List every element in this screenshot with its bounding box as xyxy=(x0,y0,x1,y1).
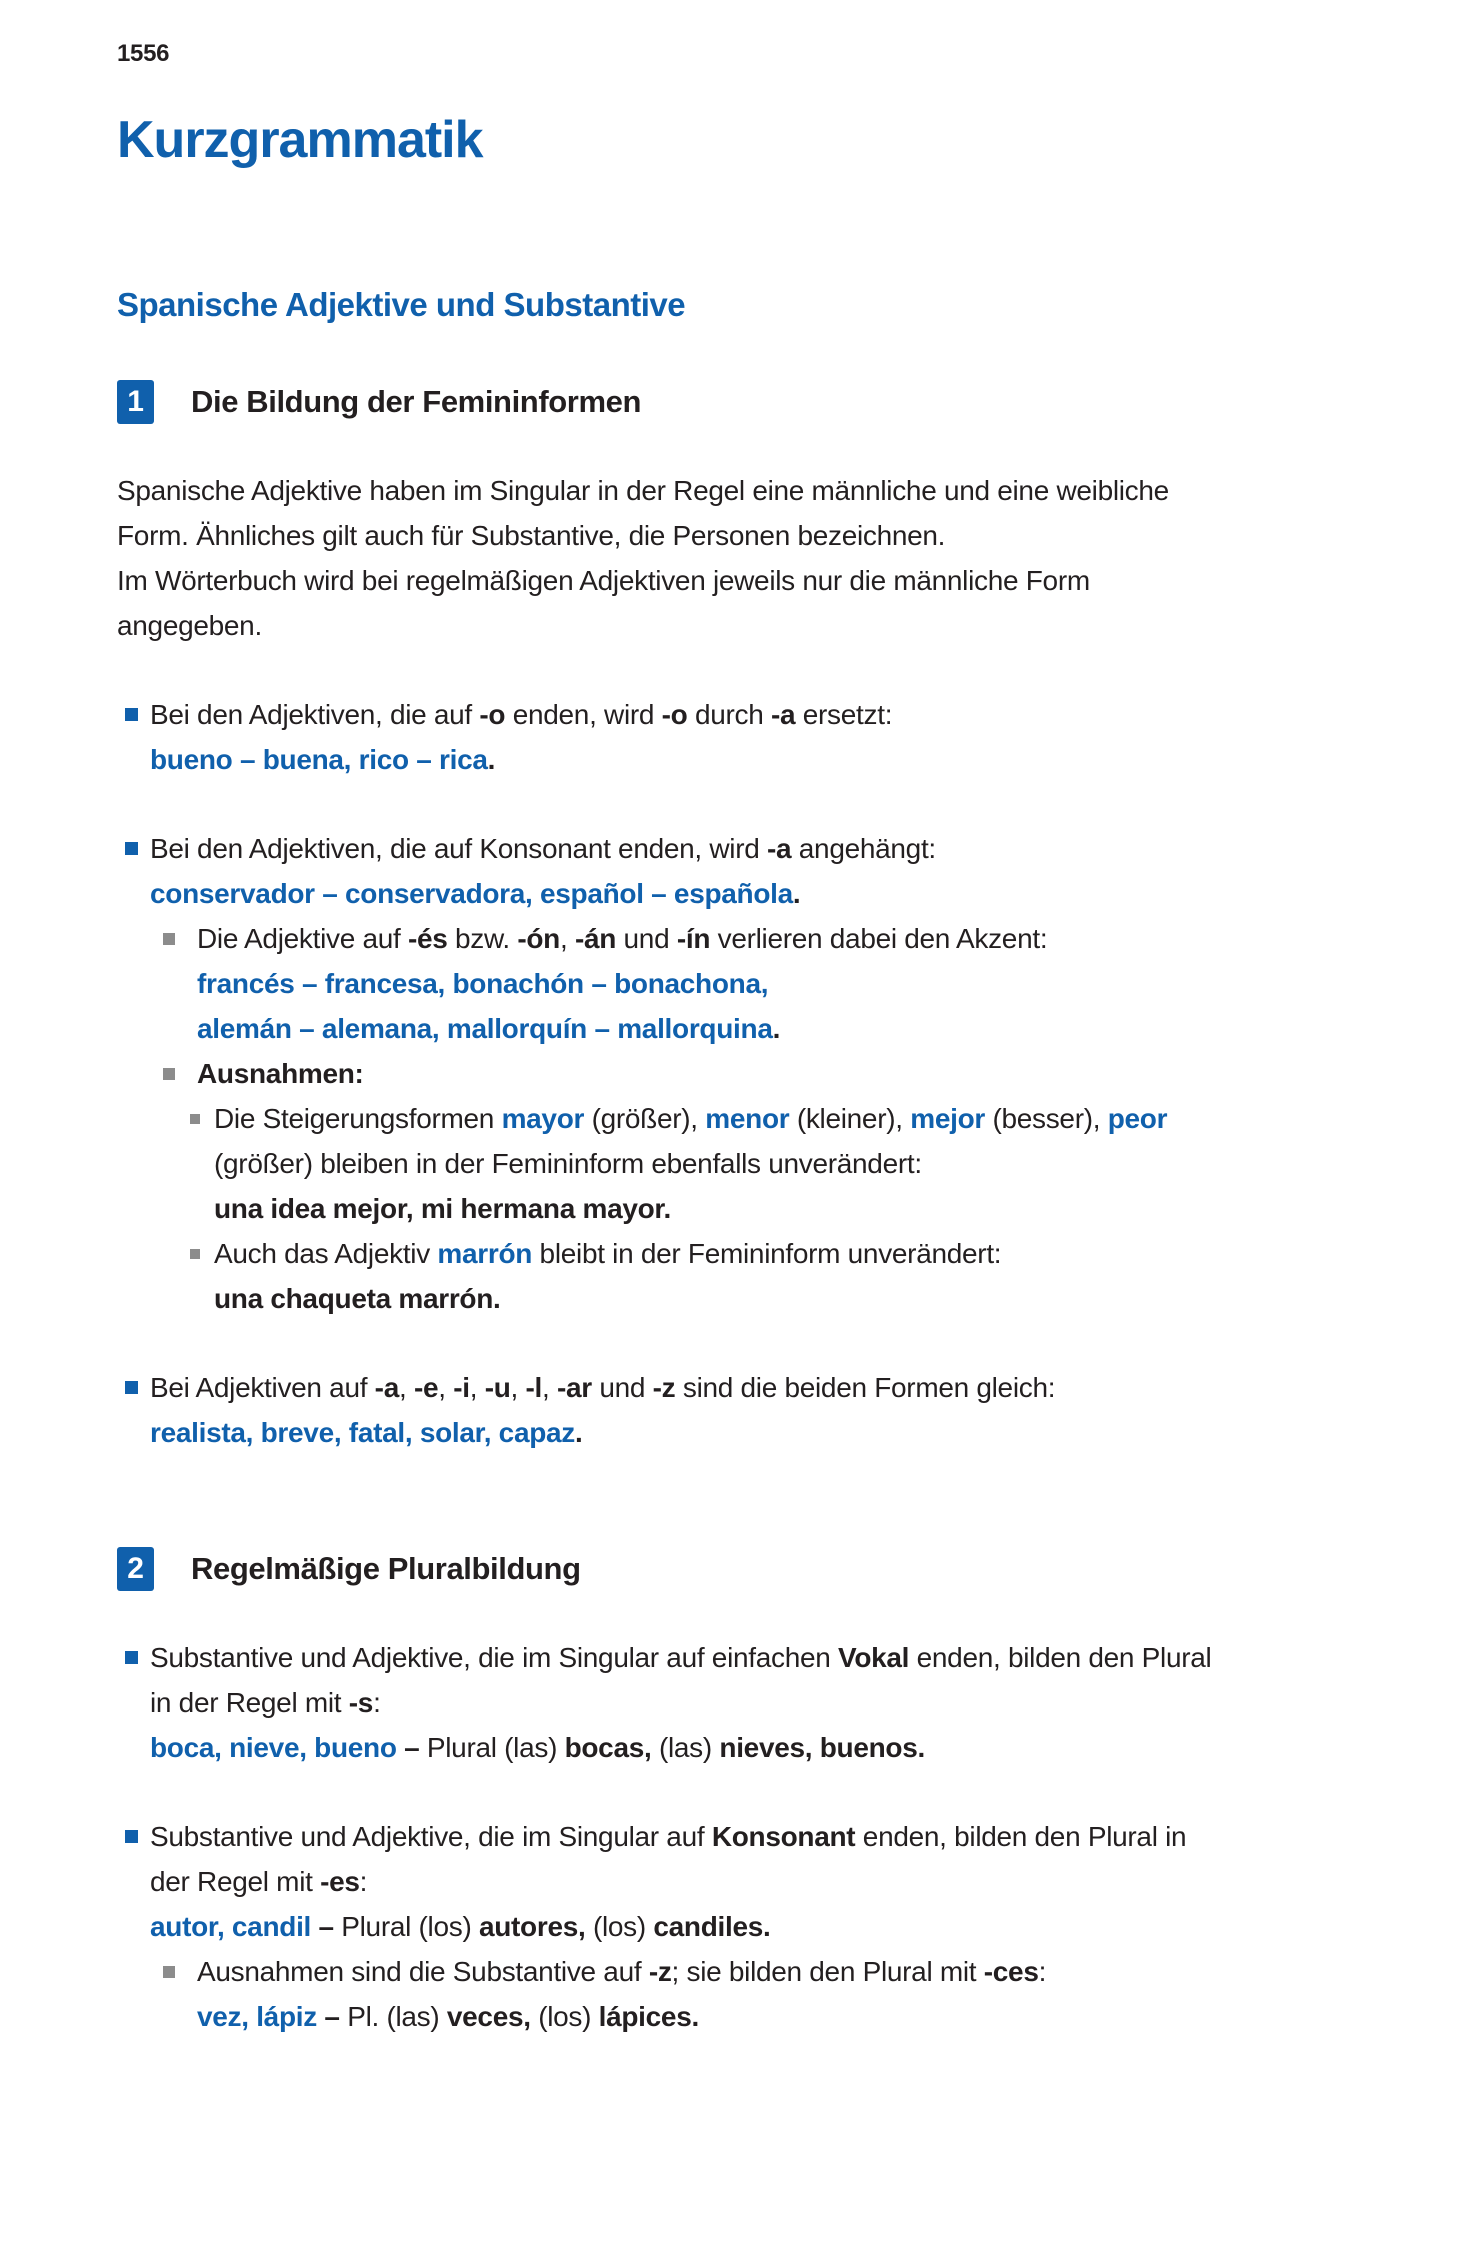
text-run: der Regel mit xyxy=(150,1866,321,1897)
bullet-square-icon xyxy=(125,1651,138,1664)
section-title: Die Bildung der Femininformen xyxy=(191,384,641,419)
bullet-content xyxy=(150,826,936,916)
text-run: (los) xyxy=(585,1911,654,1942)
text-line xyxy=(150,826,936,871)
text-run: Spanische Adjektive haben im Singular in der Regel eine männliche und eine weibliche xyxy=(117,475,1169,506)
text-run: (größer), xyxy=(584,1103,706,1134)
text-run: , xyxy=(542,1372,557,1403)
text-run: Bei den Adjektiven, die auf xyxy=(150,699,480,730)
text-line xyxy=(214,1141,1167,1186)
bullet-content xyxy=(150,1365,1055,1455)
bullet-square-icon xyxy=(190,1249,200,1259)
text-run: -ces xyxy=(983,1956,1039,1987)
text-run: Plural (las) xyxy=(426,1732,565,1763)
text-run: : xyxy=(359,1866,368,1897)
text-line xyxy=(214,1096,1167,1141)
bullet-content xyxy=(150,1635,1211,1770)
text-run: ersetzt: xyxy=(795,699,893,730)
text-line xyxy=(117,603,1417,648)
text-line xyxy=(150,1904,1186,1949)
text-line xyxy=(214,1276,1001,1321)
text-run: Im Wörterbuch wird bei regelmäßigen Adjektiven jeweils nur die männliche Form xyxy=(117,565,1090,596)
text-run: . xyxy=(792,878,801,909)
text-run: Bei Adjektiven auf xyxy=(150,1372,375,1403)
text-run: Konsonant xyxy=(711,1821,856,1852)
text-run: candiles. xyxy=(653,1911,771,1942)
chapter-heading: Spanische Adjektive und Substantive xyxy=(117,286,686,323)
text-run: . xyxy=(575,1417,583,1448)
text-run: -s xyxy=(348,1687,374,1718)
text-line xyxy=(150,1680,1211,1725)
text-line xyxy=(150,1859,1186,1904)
document-body xyxy=(117,380,1417,2039)
text-line xyxy=(150,871,936,916)
section-number-badge: 1 xyxy=(117,380,154,424)
section-heading xyxy=(117,1547,1417,1591)
text-line xyxy=(117,558,1417,603)
text-run: -a xyxy=(770,699,796,730)
text-run: , xyxy=(510,1372,526,1403)
text-run: ; sie bilden den Plural mit xyxy=(671,1956,984,1987)
text-run: -ar xyxy=(556,1372,592,1403)
text-run: -z xyxy=(652,1372,676,1403)
text-line xyxy=(197,1994,1046,2039)
text-run: – xyxy=(396,1732,427,1763)
text-line xyxy=(197,916,1047,961)
text-line xyxy=(214,1186,1167,1231)
bullet-square-icon xyxy=(190,1114,200,1124)
bullet-content xyxy=(150,692,892,782)
text-line xyxy=(197,961,1047,1006)
text-line xyxy=(150,692,892,737)
text-run: und xyxy=(616,923,677,954)
text-run: menor xyxy=(705,1103,790,1134)
text-run: (besser), xyxy=(984,1103,1108,1134)
bullet-square-icon xyxy=(125,708,138,721)
text-line xyxy=(150,1814,1186,1859)
text-run: -es xyxy=(320,1866,360,1897)
text-run: , xyxy=(469,1372,485,1403)
text-run: una idea mejor, mi hermana mayor. xyxy=(214,1193,671,1224)
bullet-item xyxy=(117,692,1417,782)
text-run: Auch das Adjektiv xyxy=(214,1238,438,1269)
text-run: una chaqueta marrón. xyxy=(214,1283,501,1314)
text-run: . xyxy=(487,744,496,775)
bullet-square-icon xyxy=(163,1966,175,1978)
paragraph xyxy=(117,468,1417,648)
text-run: – xyxy=(316,2001,348,2032)
text-run: in der Regel mit xyxy=(150,1687,349,1718)
text-run: boca, nieve, bueno xyxy=(150,1732,397,1763)
bullet-item xyxy=(117,1635,1417,1770)
text-run: -e xyxy=(413,1372,439,1403)
bullet-square-icon xyxy=(125,842,138,855)
text-run: : xyxy=(373,1687,381,1718)
text-run: verlieren dabei den Akzent: xyxy=(710,923,1048,954)
text-run: und xyxy=(591,1372,653,1403)
text-run: mejor xyxy=(910,1103,985,1134)
text-run: bleibt in der Femininform unverändert: xyxy=(532,1238,1002,1269)
text-run: -o xyxy=(479,699,506,730)
bullet-content xyxy=(197,916,1047,1051)
text-run: Pl. (las) xyxy=(347,2001,447,2032)
text-run: sind die beiden Formen gleich: xyxy=(675,1372,1056,1403)
text-run: Plural (los) xyxy=(341,1911,479,1942)
text-run: enden, bilden den Plural in xyxy=(855,1821,1187,1852)
bullet-item xyxy=(117,1231,1417,1321)
text-run: , xyxy=(559,923,575,954)
text-run: Form. Ähnliches gilt auch für Substantive, die Personen bezeichnen. xyxy=(117,520,946,551)
text-run: Bei den Adjektiven, die auf Konsonant enden, wird xyxy=(150,833,767,864)
text-run: veces, xyxy=(446,2001,531,2032)
bullet-item xyxy=(117,1051,1417,1096)
text-run: , xyxy=(398,1372,414,1403)
text-run: -z xyxy=(648,1956,672,1987)
text-run: . xyxy=(772,1013,781,1044)
text-run: – xyxy=(311,1911,342,1942)
section-heading xyxy=(117,380,1417,424)
text-run: -ón xyxy=(517,923,560,954)
text-run: -ín xyxy=(676,923,711,954)
text-run: -és xyxy=(407,923,448,954)
bullet-square-icon xyxy=(125,1381,138,1394)
text-run: peor xyxy=(1107,1103,1168,1134)
bullet-content xyxy=(214,1096,1167,1231)
bullet-content xyxy=(214,1231,1001,1321)
text-run: Die Adjektive auf xyxy=(197,923,408,954)
text-run: marrón xyxy=(437,1238,533,1269)
text-run: vez, lápiz xyxy=(197,2001,317,2032)
text-run: Ausnahmen sind die Substantive auf xyxy=(197,1956,649,1987)
text-run: bueno – buena, rico – rica xyxy=(150,744,488,775)
text-run: -l xyxy=(525,1372,542,1403)
bullet-content xyxy=(197,1051,364,1096)
text-run: alemán – alemana, mallorquín – mallorquina xyxy=(197,1013,773,1044)
text-run: durch xyxy=(687,699,771,730)
text-line xyxy=(117,513,1417,558)
text-run: realista, breve, fatal, solar, capaz xyxy=(150,1417,575,1448)
text-line xyxy=(150,1410,1055,1455)
text-run: -án xyxy=(574,923,617,954)
page-number: 1556 xyxy=(117,40,170,67)
text-run: -u xyxy=(484,1372,511,1403)
text-run: conservador – conservadora, español – española xyxy=(150,878,793,909)
bullet-item xyxy=(117,826,1417,916)
bullet-content xyxy=(197,1949,1046,2039)
text-line xyxy=(150,1635,1211,1680)
text-run: autor, candil xyxy=(150,1911,312,1942)
text-run: , xyxy=(438,1372,454,1403)
text-run: autores, xyxy=(478,1911,586,1942)
text-line xyxy=(150,737,892,782)
text-run: nieves, buenos. xyxy=(719,1732,925,1763)
text-line xyxy=(197,1006,1047,1051)
bullet-item xyxy=(117,916,1417,1051)
text-run: francés – francesa, bonachón – bonachona, xyxy=(197,968,769,999)
text-run: Ausnahmen: xyxy=(197,1058,364,1089)
bullet-item xyxy=(117,1365,1417,1455)
text-run: (kleiner), xyxy=(789,1103,911,1134)
section-number-badge: 2 xyxy=(117,1547,154,1591)
text-line xyxy=(214,1231,1001,1276)
text-run: angegeben. xyxy=(117,610,262,641)
bullet-square-icon xyxy=(125,1830,138,1843)
bullet-content xyxy=(150,1814,1186,1949)
text-run: (größer) bleiben in der Femininform ebenfalls unverändert: xyxy=(214,1148,922,1179)
section-title: Regelmäßige Pluralbildung xyxy=(191,1551,581,1586)
text-run: lápices. xyxy=(598,2001,699,2032)
text-line xyxy=(117,468,1417,513)
text-line xyxy=(150,1365,1055,1410)
text-run: enden, bilden den Plural xyxy=(909,1642,1212,1673)
text-run: (los) xyxy=(530,2001,599,2032)
bullet-item xyxy=(117,1814,1417,1949)
text-run: (las) xyxy=(651,1732,720,1763)
text-run: Die Steigerungsformen xyxy=(214,1103,502,1134)
text-run: bzw. xyxy=(447,923,518,954)
text-line xyxy=(197,1949,1046,1994)
text-run: -o xyxy=(661,699,688,730)
bullet-square-icon xyxy=(163,1068,175,1080)
text-line xyxy=(150,1725,1211,1770)
text-run: bocas, xyxy=(564,1732,652,1763)
page-title: Kurzgrammatik xyxy=(117,111,483,169)
text-run: enden, wird xyxy=(505,699,662,730)
text-run: -i xyxy=(453,1372,470,1403)
text-run: : xyxy=(1038,1956,1047,1987)
text-run: mayor xyxy=(501,1103,585,1134)
text-line xyxy=(197,1051,364,1096)
bullet-square-icon xyxy=(163,933,175,945)
text-run: -a xyxy=(767,833,792,864)
text-run: angehängt: xyxy=(791,833,936,864)
text-run: Vokal xyxy=(838,1642,910,1673)
bullet-item xyxy=(117,1949,1417,2039)
text-run: Substantive und Adjektive, die im Singular auf einfachen xyxy=(150,1642,839,1673)
text-run: Substantive und Adjektive, die im Singular auf xyxy=(150,1821,712,1852)
text-run: -a xyxy=(374,1372,399,1403)
bullet-item xyxy=(117,1096,1417,1231)
